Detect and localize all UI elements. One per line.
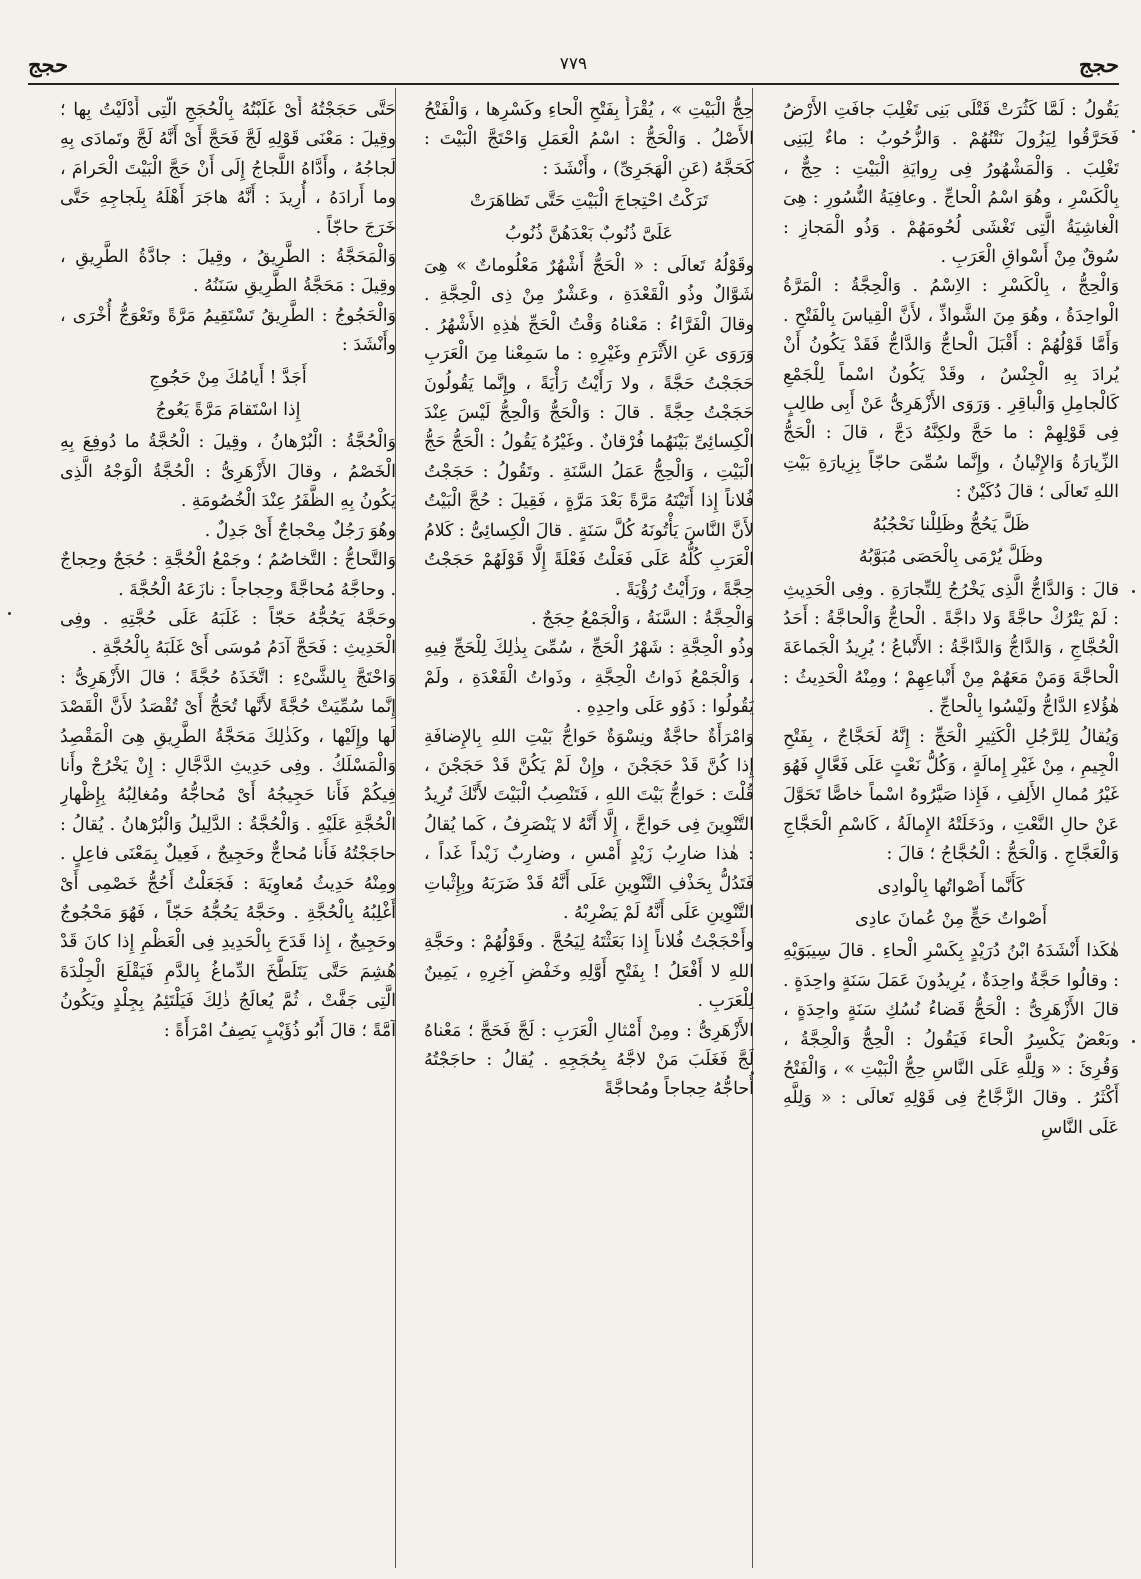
verse-line: وظَلَّ يُرْمَى بِالْحَصَى مُبَوَّبُهُ (858, 547, 1044, 568)
entry-paragraph: وَالْحِجُّ ، بِالْكَسْرِ : الاِسْمُ . وَالْحِجَّةُ : الْمَرَّةُ الْواحِدَةُ ، وهُوَ مِنَ الشَّواذِّ ، لأَنَّ الْقِياسَ بِالْفَتْحِ . وَأَمَّا قَوْلُهُمْ : أَقْبَلَ الْحاجُّ وَالدَّاجُّ فَقَدْ يَكُونُ أَنْ يُرادَ بِهِ الْجِنْسُ ، وقَدْ يَكُونُ اسْماً لِلْجَمْعِ كَالْجامِلِ وَالْباقِرِ . وَرَوَى الأَزْهَرِىُّ عَنْ أَبِى طالِبٍ فِى قَوْلِهِمْ : ما حَجَّ ولكِنَّهُ دَجَّ ، قالَ : الْحَجُّ الزِّيارَةُ وَالإِتْيانُ ، وإِنَّما سُمِّىَ حاجّاً بِزِيارَةِ بَيْتِ اللهِ تَعالَى ؛ قالَ دُكَيْنٌ : (783, 276, 1119, 503)
header-rule (28, 83, 1119, 85)
verse-line: تَرَكْتُ احْتِجاجَ الْبَيْتِ حَتَّى تَظاهَرَتْ (469, 191, 709, 212)
entry-paragraph: وَامْرَأَةٌ حاجَّةٌ ونِسْوَةٌ حَواجُّ بَيْتِ اللهِ بِالإِضافَةِ إِذا كُنَّ قَدْ حَجَجْنَ ، وإِنْ لَمْ يَكُنَّ قَدْ حَجَجْنَ ، قُلْتَ : حَواجُّ بَيْتَ اللهِ ، فَتَنْصِبُ الْبَيْتَ لأَنَّكَ تُرِيدُ التَّنْوِينَ فِى حَواجَّ ، إِلَّا أَنَّهُ لا يَنْصَرِفُ ، كَما يُقالُ : هٰذا ضارِبُ زَيْدٍ أَمْسِ ، وضارِبٌ زَيْداً غَداً ، فَتَدُلُّ بِحَذْفِ التَّنْوِينِ عَلَى أَنَّهُ قَدْ ضَرَبَهُ وبِإِثْباتِ التَّنْوِينِ عَلَى أَنَّهُ لَمْ يَضْرِبْهُ . (424, 726, 754, 923)
verse-line: إِذا اسْتَقامَ مَرَّةً يَعُوجُ (155, 400, 301, 421)
entry-paragraph: وأَحْجَجْتُ فُلاناً إِذا بَعَثْتَهُ لِيَحُجَّ . وقَوْلُهُمْ : وحَجَّةِ اللهِ لا أَفْعَلُ ! بِفَتْحِ أَوَّلِهِ وخَفْضِ آخِرِهِ ، يَمِينٌ لِلْعَرَبِ . (424, 932, 754, 1012)
entry-paragraph: الأَزْهَرِىُّ : ومِنْ أَمْثالِ الْعَرَبِ : لَجَّ فَحَجَّ ؛ مَعْناهُ لَجَّ فَغَلَبَ مَنْ لاجَّهُ بِحُجَجِهِ . يُقالُ : حاجَجْتُهُ أُحاجُّهُ حِجاجاً ومُحاجَّةً (424, 1020, 754, 1100)
page-header (28, 50, 1119, 84)
entry-paragraph: وَالتَّحاجُّ : التَّخاصُمُ ؛ وجَمْعُ الْحُجَّةِ : حُجَجٌ وحِجاجٌ . وحاجَّهُ مُحاجَّةً وحِجاجاً : نازَعَهُ الْحُجَّةَ . (60, 550, 396, 600)
running-head-left: حجج (28, 52, 69, 77)
verse-line: أَجَدَّ ! أَيامُكَ مِنْ حَجُوجِ (149, 367, 307, 388)
entry-paragraph: وذُو الْحِجَّةِ : شَهْرُ الْحَجِّ ، سُمِّىَ بِذٰلِكَ لِلْحَجِّ فِيهِ ، وَالْجَمْعُ ذَواتُ الْحِجَّةِ ، وذَواتُ الْقَعْدَةِ ، ولَمْ يَقُولُوا : ذَوُو عَلَى واحِدِهِ . (424, 638, 754, 718)
entry-paragraph: وَاحْتَجَّ بِالشَّىْءِ : اتَّخَذَهُ حُجَّةً ؛ قالَ الأَزْهَرِىُّ : إِنَّما سُمِّيَتْ حُجَّةً لأَنَّها تُحَجُّ أَىْ تُقْصَدُ لأَنَّ الْقَصْدَ لَها وإِلَيْها ، وكَذٰلِكَ مَحَجَّةُ الطَّرِيقِ هِىَ الْمَقْصِدُ وَالْمَسْلَكُ . وفِى حَدِيثِ الدَّجَّالِ : إِنْ يَخْرُجْ وأَنا فِيكُمْ فَأَنا حَجِيجُهُ أَىْ مُحاجُّهُ ومُغالِبُهُ بِإِظْهارِ الْحُجَّةِ عَلَيْهِ . وَالْحُجَّةُ : الدَّلِيلُ وَالْبُرْهانُ . يُقالُ : حاجَجْتُهُ فَأَنا مُحاجٌّ وحَجِيجٌ ، فَعِيلٌ بِمَعْنَى فاعِلٍ . ومِنْهُ حَدِيثُ مُعاوِيَةَ : فَجَعَلْتُ أَحُجُّ خَصْمِى أَىْ أَغْلِبُهُ بِالْحُجَّةِ . وحَجَّهُ يَحُجُّهُ حَجّاً ، فَهُوَ مَحْجُوجٌ وحَجِيجٌ ، إِذا قَدَحَ بِالْحَدِيدِ فِى الْعَظْمِ إِذا كانَ قَدْ هُشِمَ حَتَّى يَتَلَطَّخَ الدِّماغُ بِالدَّمِ فَيَقْلَعَ الْجِلْدَةَ الَّتِى جَفَّتْ ، ثُمَّ يُعالَجُ ذٰلِكَ فَيَلْتَئِمُ بِجِلْدٍ ويَكُونُ آمَّةً ؛ قالَ أَبُو ذُؤَيْبٍ يَصِفُ امْرَأَةً : (60, 667, 396, 1041)
entry-paragraph: قالَ : وَالدَّاجُّ الَّذِى يَخْرُجُ لِلتِّجارَةِ . وفِى الْحَدِيثِ : لَمْ يَتْرُكْ حاجَّةً وَلا داجَّةً . الْحاجُّ وَالْحاجَّةُ : أَحَدُ الْحُجَّاجِ ، وَالدَّاجُّ وَالدَّاجَّةُ : الأَتْباعُ ؛ يُرِيدُ الْجَماعَةَ الْحاجَّةَ وَمَنْ مَعَهُمْ مِنْ أَتْباعِهِمْ ؛ ومِنْهُ الْحَدِيثُ : هٰؤُلاءِ الدَّاجُّ ولَيْسُوا بِالْحاجِّ . (783, 579, 1119, 718)
verse-line: عَلَىَّ ذُنُوبٌ بَعْدَهُنَّ ذُنُوبُ (505, 223, 673, 244)
scan-speck (1132, 130, 1135, 133)
entry-paragraph: حَتَّى حَجَجْتُهُ أَىْ غَلَبْتُهُ بِالْحُجَجِ الَّتِى أَدْلَيْتُ بِها ؛ وقِيلَ : مَعْنَى قَوْلِهِ لَجَّ فَحَجَّ أَىْ أَنَّهُ لَجَّ وتَمادَى بِهِ لَجاجُهُ ، وأَدَّاهُ اللَّجاجُ إِلَى أَنْ حَجَّ الْبَيْتَ الْحَرامَ ، وما أَرادَهُ ، أُرِيدَ : أَنَّهُ هاجَرَ أَهْلَهُ بِلَجاجِهِ حَتَّى خَرَجَ حاجّاً . (60, 100, 396, 238)
entry-paragraph: وَالْحُجَّةُ : الْبُرْهانُ ، وقِيلَ : الْحُجَّةُ ما دُوفِعَ بِهِ الْخَصْمُ ، وقالَ الأَزْهَرِىُّ : الْحُجَّةُ الْوَجْهُ الَّذِى يَكُونُ بِهِ الظَّفَرُ عِنْدَ الْخُصُومَةِ . (60, 432, 396, 512)
entry-paragraph: وهُوَ رَجُلٌ مِحْجاجٌ أَىْ جَدِلٌ . (204, 520, 396, 541)
scan-speck (8, 612, 11, 615)
page-number: ٧٧٩ (559, 54, 588, 74)
verse-line: كَأَنَّما أَصْواتُها بِالْوادِى (877, 876, 1025, 897)
entry-paragraph: وَالْحِجَّةُ : السَّنَةُ ، وَالْجَمْعُ حِجَجٌ . (531, 608, 754, 629)
entry-paragraph: وَالْمَحَجَّةُ : الطَّرِيقُ ، وقِيلَ : جادَّةُ الطَّرِيقِ ، وقِيلَ : مَحَجَّةُ الطَّرِيقِ سَنَنُهُ . (60, 247, 396, 297)
column-left (60, 96, 396, 1564)
entry-paragraph: وَيُقالُ لِلرَّجُلِ الْكَثِيرِ الْحَجِّ : إِنَّهُ لَحَجَّاجٌ ، بِفَتْحِ الْجِيمِ ، مِنْ غَيْرِ إِمالَةٍ ، وَكُلُّ نَعْتٍ عَلَى فَعَّالٍ فَهُوَ غَيْرُ مُمالِ الأَلِفِ ، فَإِذا صَيَّرُوهُ اسْماً خاصًّا تَحَوَّلَ عَنْ حالِ النَّعْتِ ، ودَخَلَتْهُ الإِمالَةُ ، كَاسْمِ الْحَجَّاجِ وَالْعَجَّاجِ . وَالْحَجُّ : الْحُجَّاجُ ؛ قالَ : (783, 726, 1119, 865)
entry-paragraph: وحَجَّهُ يَحُجُّهُ حَجّاً : غَلَبَهُ عَلَى حُجَّتِهِ . وفِى الْحَدِيثِ : فَحَجَّ آدَمُ مُوسَى أَىْ غَلَبَهُ بِالْحُجَّةِ . (60, 608, 396, 659)
entry-paragraph: يَقُولُ : لَمَّا كَثُرَتْ قَتْلَى بَنِى تَغْلِبَ جافَتِ الأَرْضُ فَحَرَّقُوا لِيَزُولَ نَتْنُهُمْ . وَالزُّحُوبُ : ماءٌ لِبَنِى تَغْلِبَ . وَالْمَشْهُورُ فِى رِوايَةِ الْبَيْتِ : حِجٌّ ، بِالْكَسْرِ ، وهُوَ اسْمُ الْحاجِّ . وعافِيَةُ النُّسُورِ : هِىَ الْغاشِيَةُ الَّتِى تَغْشَى لُحُومَهُمْ . وَذُو الْمَجازِ : سُوقٌ مِنْ أَسْواقِ الْعَرَبِ . (783, 100, 1119, 268)
column-middle (424, 96, 754, 1564)
entry-paragraph: وَالْحَجُوجُ : الطَّرِيقُ تَسْتَقِيمُ مَرَّةً وتَعْوَجُّ أُخْرَى ، وأَنْشَدَ : (60, 305, 396, 356)
scan-speck (1132, 1040, 1135, 1043)
column-right (783, 96, 1119, 1564)
entry-paragraph: وقَوْلُهُ تَعالَى : « الْحَجُّ أَشْهُرٌ مَعْلُوماتٌ » هِىَ شَوَّالٌ وذُو الْقَعْدَةِ ، وعَشْرٌ مِنْ ذِى الْحِجَّةِ . وقالَ الْفَرَّاءُ : مَعْناهُ وَقْتُ الْحَجِّ هٰذِهِ الأَشْهُرُ . وَرَوَى عَنِ الأَثْرَمِ وغَيْرِهِ : ما سَمِعْنا مِنَ الْعَرَبِ حَجَجْتُ حَجَّةً ، ولا رَأَيْتُ رَأْيَةً ، وإِنَّما يَقُولُونَ حَجَجْتُ حِجَّةً . قالَ : وَالْحَجُّ وَالْحِجُّ لَيْسَ عِنْدَ الْكِسائِىِّ بَيْنَهُما فُرْقانٌ . وغَيْرُهُ يَقُولُ : الْحَجُّ حَجُّ الْبَيْتِ ، وَالْحِجُّ عَمَلُ السَّنَةِ . وتَقُولُ : حَجَجْتُ فُلاناً إِذا أَتَيْتَهُ مَرَّةً بَعْدَ مَرَّةٍ ، فَقِيلَ : حُجَّ الْبَيْتُ لأَنَّ النَّاسَ يَأْتُونَهُ كُلَّ سَنَةٍ . قالَ الْكِسائِىُّ : كَلامُ الْعَرَبِ كُلُّهُ عَلَى فَعَلْتُ فَعْلَةً إِلَّا قَوْلَهُمْ حَجَجْتُ حِجَّةً ، ورَأَيْتُ رُؤْيَةً . (424, 256, 754, 600)
entry-paragraph: هٰكَذا أَنْشَدَهُ ابْنُ دُرَيْدٍ بِكَسْرِ الْحاءِ . قالَ سِيبَوَيْهِ : وقالُوا حَجَّةٌ واحِدَةٌ ، يُرِيدُونَ عَمَلَ سَنَةٍ واحِدَةٍ . قالَ الأَزْهَرِىُّ : الْحَجُّ قَضاءُ نُسُكِ سَنَةٍ واحِدَةٍ ، وبَعْضٌ يَكْسِرُ الْحاءَ فَيَقُولُ : الْحِجُّ وَالْحِجَّةُ ، وَقُرِئَ : « وَلِلَّهِ عَلَى النَّاسِ حِجُّ الْبَيْتِ » ، وَالْفَتْحُ أَكْثَرُ . وقالَ الزَّجَّاجُ فِى قَوْلِهِ تَعالَى : « وَلِلَّهِ عَلَى النَّاسِ (783, 941, 1119, 1138)
verse-line: أَصْواتُ حَجٍّ مِنْ عُمانَ عادِى (855, 908, 1047, 929)
running-head-right: حجج (1078, 52, 1119, 77)
scan-speck (1132, 590, 1135, 593)
entry-paragraph: حِجُّ الْبَيْتِ » ، يُقْرَأُ بِفَتْحِ الْحاءِ وكَسْرِها ، وَالْفَتْحُ الأَصْلُ . وَالْحَجُّ : اسْمُ الْعَمَلِ وَاحْتَجَّ الْبَيْتَ : كَحَجَّهُ (عَنِ الْهَجَرِىِّ) ، وأَنْشَدَ : (424, 100, 754, 179)
verse-line: ظَلَّ يَحُجُّ وظَلِلْنا نَحْجُبُهُ (872, 514, 1030, 535)
